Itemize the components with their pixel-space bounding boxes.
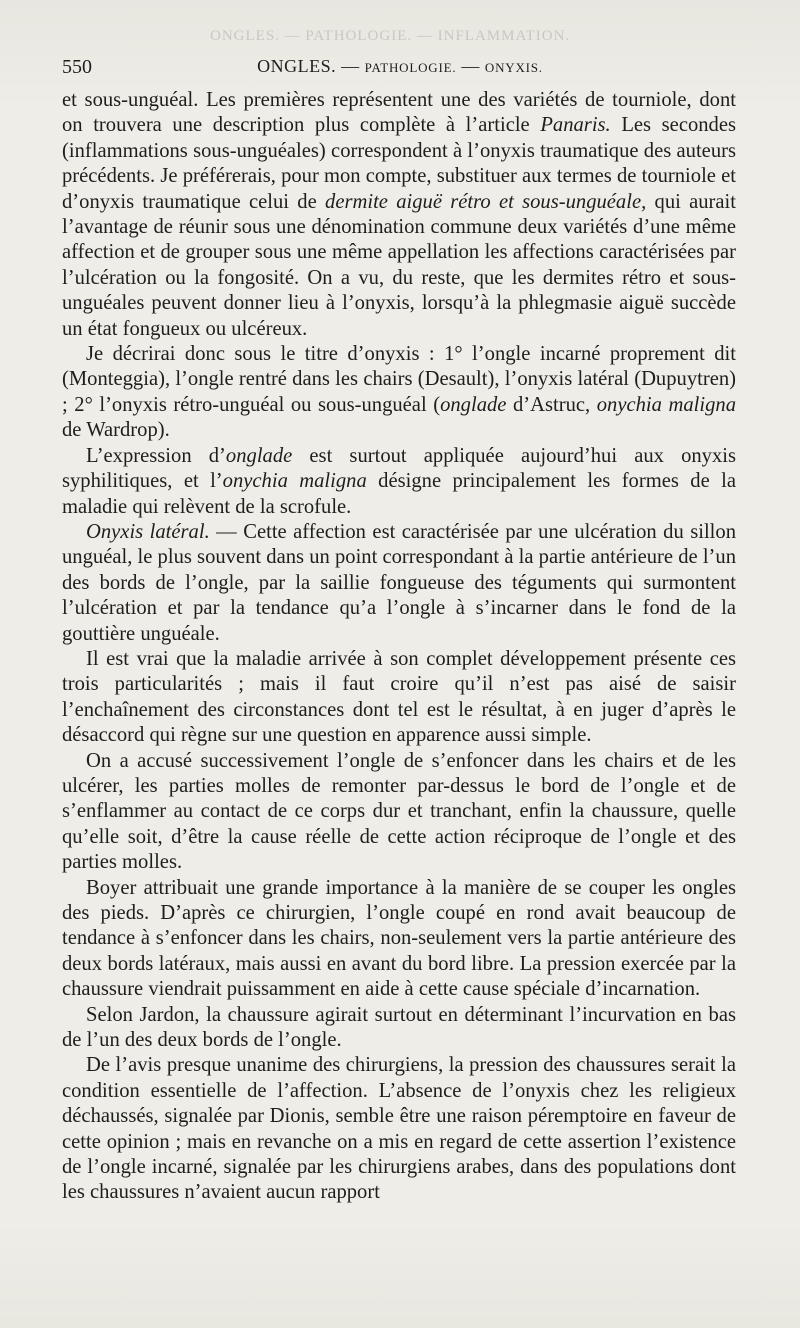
paragraph-2	[62, 342, 736, 444]
text-run: Selon Jardon, la chaussure agirait surtout en déterminant l’incurvation en bas de l’un des deux bords de l’ongle.	[62, 1003, 736, 1052]
paragraph-3	[62, 444, 736, 520]
running-head-title: ONGLES.	[257, 56, 337, 76]
text-run: et sous-unguéal. Les premières représentent une des variétés de tourniole, dont on trouvera une description plus complète à l’article	[62, 89, 736, 137]
text-run: On a accusé successivement l’ongle de s’enfoncer dans les chairs et de les ulcérer, les parties molles de remonter par-dessus le bord de l’ongle et de s’enflammer au contact de ce corps dur et tranchant, enfin la chaussure, quelle qu’elle soit, d’être la cause réelle de cette action réciproque de l’ongle et des parties molles.	[62, 749, 736, 874]
text-run: de Wardrop).	[62, 419, 170, 442]
running-head-section: PATHOLOGIE.	[364, 60, 457, 75]
text-run: De l’avis presque unanime des chirurgiens, la pression des chaussures serait la condition essentielle de l’affection. L’absence de l’onyxis chez les religieux déchaussés, signalée par Dionis, semble être une raison péremptoire en faveur de cette opinion ; mais en revanche on a mis en regard de cette assertion l’existence de l’ongle incarné, signalée par les chirurgiens arabes, dans des populations dont les chaussures n’avaient aucun rapport	[62, 1054, 736, 1204]
italic-run: onglade	[440, 393, 507, 416]
running-head	[62, 56, 738, 77]
text-run: — Cette affection est caractérisée par une ulcération du sillon unguéal, le plus souvent dans un point correspondant à la partie antérieure de l’un des bords de l’ongle, par la saillie fongueuse des téguments qui surmontent l’ulcération et par la tendance qu’a l’ongle à s’incarner dans le fond de la gouttière unguéale.	[62, 520, 736, 645]
text-run: est surtout appliquée aujourd’hui aux onyxis syphilitiques, et l’	[62, 444, 736, 493]
body-text	[62, 88, 736, 1206]
text-run: Il est vrai que la maladie arrivée à son complet développement présente ces trois particularités ; mais il faut croire qu’il n’est pas aisé de saisir l’enchaînement des circonstances dont tel est le résultat, à en juger d’après le désaccord qui règne sur une question en apparence aussi simple.	[62, 647, 736, 747]
paragraph-9	[62, 1053, 736, 1205]
text-run: Boyer attribuait une grande importance à la manière de se couper les ongles des pieds. D’après ce chirurgien, l’ongle coupé en rond avait beaucoup de tendance à s’enfoncer dans les chairs, non-seulement vers la partie antérieure des deux bords latéraux, mais aussi en avant du bord libre. La pression exercée par la chaussure viendrait puissamment en aide à cette cause spéciale d’incarnation.	[62, 876, 736, 1001]
paragraph-8	[62, 1003, 736, 1054]
italic-run: onychia maligna	[222, 470, 367, 493]
text-run: L’expression d’	[86, 444, 226, 467]
section-heading-italic: Onyxis latéral.	[86, 520, 210, 543]
text-run: d’Astruc,	[506, 393, 597, 416]
paragraph-4	[62, 520, 736, 647]
paragraph-6	[62, 749, 736, 876]
paragraph-1	[62, 88, 736, 342]
italic-run: dermite aiguë rétro et sous-unguéale,	[325, 190, 647, 213]
italic-run: Panaris.	[540, 114, 611, 137]
text-run: Les secondes (inflammations sous-unguéales) correspondent à l’onyxis traumatique des auteurs précédents. Je préférerais, pour mon compte, substituer aux termes de tourniole et d’onyxis traumatique celui de	[62, 114, 737, 213]
running-head-dash-2: —	[456, 56, 485, 76]
text-run: désigne principalement les formes de la maladie qui relèvent de la scrofule.	[62, 470, 736, 518]
page-header	[62, 56, 738, 84]
paragraph-5	[62, 647, 736, 749]
page-number: 550	[62, 56, 92, 78]
running-head-subsection: ONYXIS.	[484, 60, 543, 75]
italic-run: onglade	[225, 444, 293, 467]
text-run: Je décrirai donc sous le titre d’onyxis : 1° l’ongle incarné proprement dit (Monteggia), l’ongle rentré dans les chairs (Desault), l’onyxis latéral (Dupuytren) ; 2° l’onyxis rétro-unguéal ou sous-unguéal (	[62, 343, 736, 416]
text-run: qui aurait l’avantage de réunir sous une dénomination commune deux variétés d’une même affection et de grouper sous une même appellation les affections caractérisées par l’ulcération ou la fongosité. On a vu, du reste, que les dermites rétro et sous-unguéales peuvent donner lieu à l’onyxis, lorsqu’à la phlegmasie aiguë succède un état fongueux ou ulcéreux.	[62, 190, 736, 340]
running-head-dash-1: —	[336, 56, 365, 76]
italic-run: onychia maligna	[596, 393, 736, 416]
bleed-through-text: ONGLES. — PATHOLOGIE. — INFLAMMATION.	[210, 28, 571, 44]
paragraph-7	[62, 876, 736, 1003]
